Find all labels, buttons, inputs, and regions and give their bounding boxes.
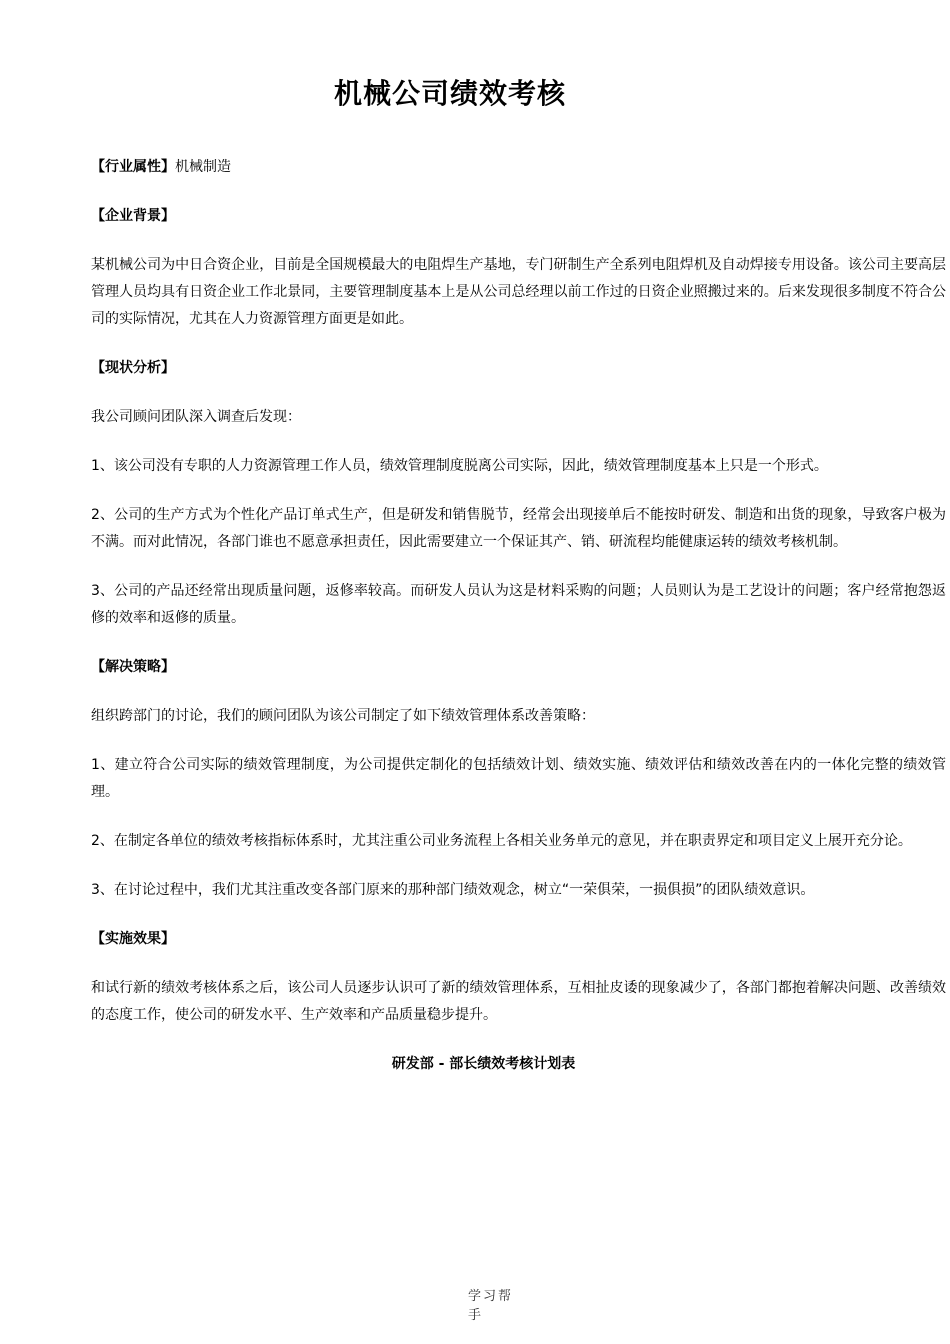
document-body <box>91 154 946 1100</box>
analysis-item: 1、该公司没有专职的人力资源管理工作人员，绩效管理制度脱离公司实际，因此，绩效管理制度基本上只是一个形式。 <box>91 458 828 474</box>
industry-value: 机械制造 <box>175 159 231 175</box>
table-caption: 研发部 - 部长绩效考核计划表 <box>391 1056 576 1072</box>
industry-heading: 【行业属性】 <box>91 159 175 175</box>
page-footer: 学习帮手 <box>468 1289 514 1323</box>
strategy-item: 3、在讨论过程中，我们尤其注重改变各部门原来的那种部门绩效观念，树立“一荣俱荣，一损俱损”的团队绩效意识。 <box>91 882 815 898</box>
strategy-intro: 组织跨部门的讨论，我们的顾问团队为该公司制定了如下绩效管理体系改善策略： <box>91 708 595 724</box>
analysis-item: 2、公司的生产方式为个性化产品订单式生产，但是研发和销售脱节，经常会出现接单后不能按时研发、制造和出货的现象，导致客户极为不满。而对此情况，各部门谁也不愿意承担责任，因此需要建立一个保证其产、销、研流程均能健康运转的绩效考核机制。 <box>91 507 946 550</box>
strategy-item: 2、在制定各单位的绩效考核指标体系时，尤其注重公司业务流程上各相关业务单元的意见，并在职责界定和项目定义上展开充分论。 <box>91 833 912 849</box>
effect-heading: 【实施效果】 <box>91 931 175 947</box>
strategy-item: 1、建立符合公司实际的绩效管理制度，为公司提供定制化的包括绩效计划、绩效实施、绩效评估和绩效改善在内的一体化完整的绩效管理。 <box>91 757 946 800</box>
analysis-intro: 我公司顾问团队深入调查后发现： <box>91 409 301 425</box>
analysis-item: 3、公司的产品还经常出现质量问题，返修率较高。而研发人员认为这是材料采购的问题；人员则认为是工艺设计的问题；客户经常抱怨返修的效率和返修的质量。 <box>91 583 946 626</box>
analysis-heading: 【现状分析】 <box>91 360 175 376</box>
industry-line <box>91 154 946 181</box>
page-title: 机械公司绩效考核 <box>333 77 566 110</box>
effect-text: 和试行新的绩效考核体系之后，该公司人员逐步认识可了新的绩效管理体系，互相扯皮诿的现象减少了，各部门都抱着解决问题、改善绩效的态度工作，使公司的研发水平、生产效率和产品质量稳步提升。 <box>91 980 946 1023</box>
strategy-heading: 【解决策略】 <box>91 659 175 675</box>
background-heading: 【企业背景】 <box>91 208 175 224</box>
background-text: 某机械公司为中日合资企业，目前是全国规模最大的电阻焊生产基地，专门研制生产全系列电阻焊机及自动焊接专用设备。该公司主要高层管理人员均具有日资企业工作北景同，主要管理制度基本上是从公司总经理以前工作过的日资企业照搬过来的。后来发现很多制度不符合公司的实际情况，尤其在人力资源管理方面更是如此。 <box>91 257 946 327</box>
